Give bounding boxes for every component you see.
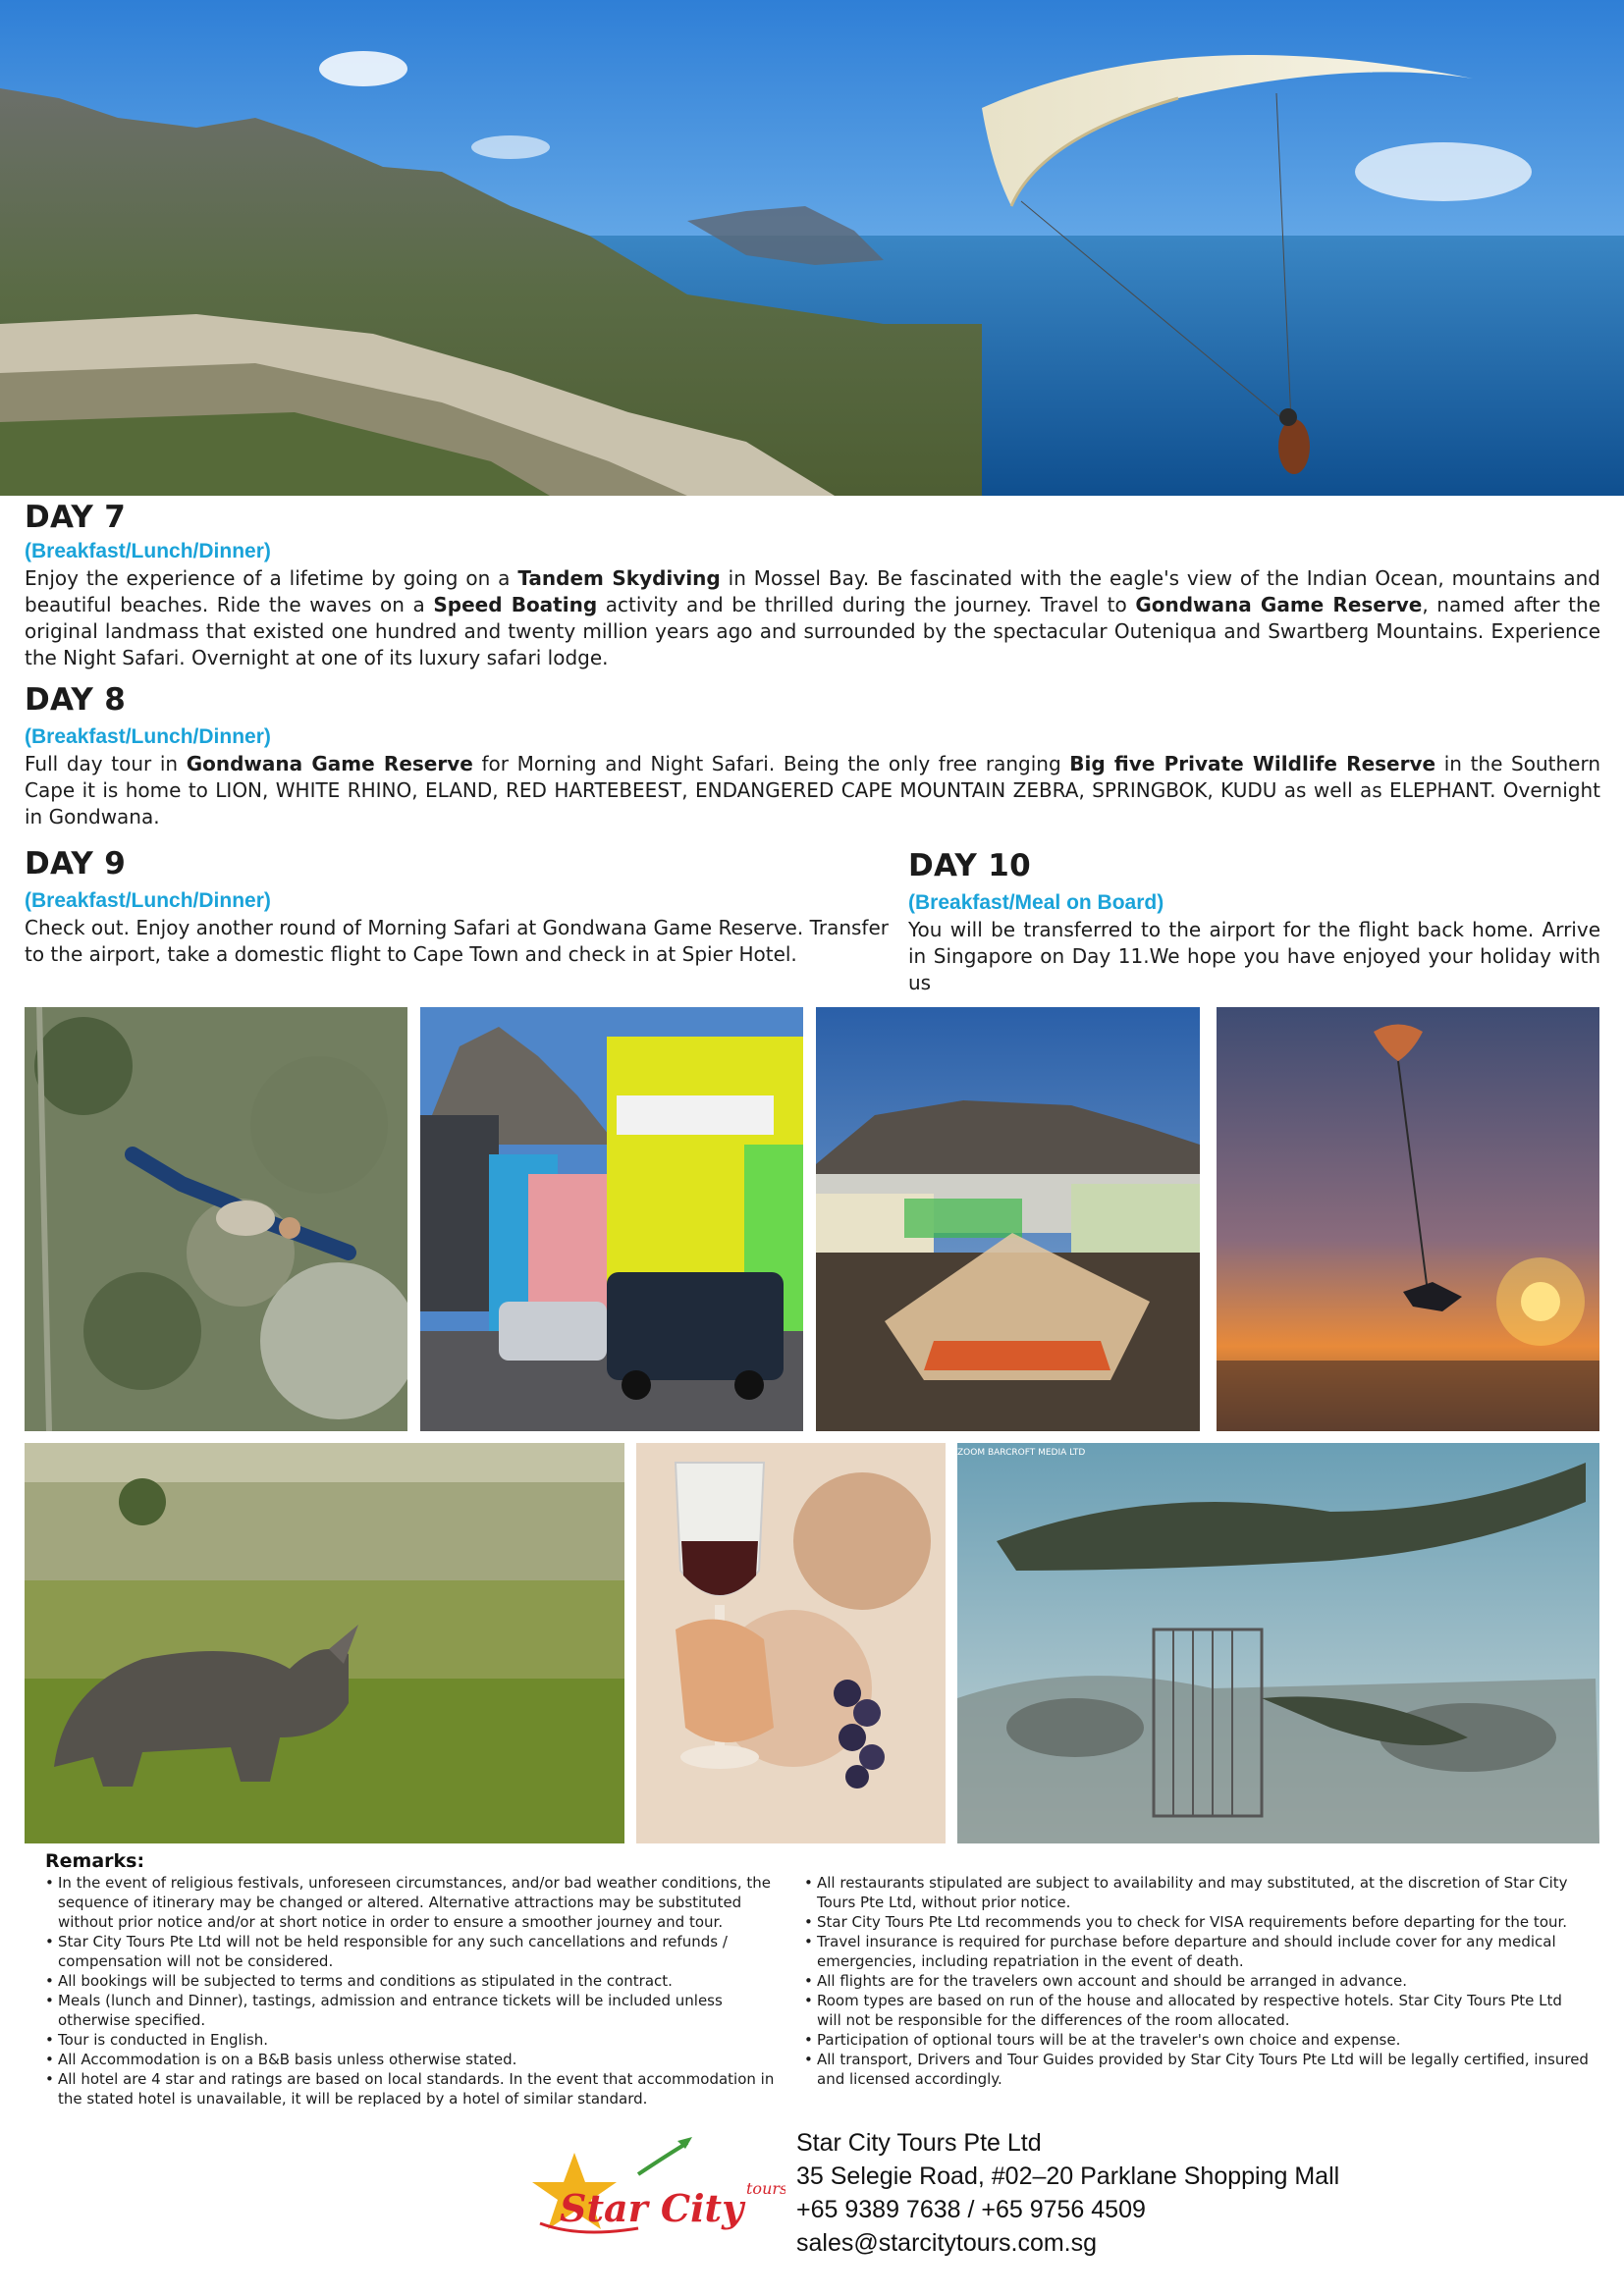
remark-item: • All transport, Drivers and Tour Guides provided by Star City Tours Pte Ltd will be legally certified, insured and licensed accordingly.: [804, 2050, 1590, 2089]
logo-subtext: tours: [746, 2179, 785, 2198]
rhino-grassland-photo: [25, 1443, 624, 1843]
star-city-tours-logo: [520, 2135, 785, 2253]
remark-item: • All restaurants stipulated are subject to availability and may substituted, at the discretion of Star City Tours Pte Ltd, without prior notice.: [804, 1873, 1590, 1912]
remarks-title: Remarks:: [45, 1850, 145, 1872]
remark-item: • Participation of optional tours will be at the traveler's own choice and expense.: [804, 2030, 1590, 2050]
day10-meals: (Breakfast/Meal on Board): [908, 891, 1164, 914]
day10-description: You will be transferred to the airport for the flight back home. Arrive in Singapore on Day 11.We hope you have enjoyed your holiday with us: [908, 918, 1600, 994]
remark-item: • Star City Tours Pte Ltd will not be held responsible for any such cancellations and refunds / compensation will not be considered.: [45, 1932, 782, 1971]
skydiving-sunset-photo: [1217, 1007, 1599, 1431]
highlight-text: Speed Boating: [433, 593, 598, 616]
crocodile-cage-dive-photo: [957, 1443, 1599, 1843]
wine-glass-vineyard-photo: [636, 1443, 946, 1843]
remarks-list-left: [45, 1873, 782, 2109]
remark-item: • All Accommodation is on a B&B basis unless otherwise stated.: [45, 2050, 782, 2069]
company-contact-block: [796, 2126, 1339, 2260]
remark-item: • Room types are based on run of the house and allocated by respective hotels. Star City Tours Pte Ltd will not be responsible for the differences of the room allocated.: [804, 1991, 1590, 2030]
day7-title: DAY 7: [25, 500, 127, 535]
day8-description: Full day tour in Gondwana Game Reserve for Morning and Night Safari. Being the only free ranging Big five Private Wildlife Reserve in the Southern Cape it is home to LION, WHITE RHINO, ELAND, RED HARTEBEEST, ENDANGERED CAPE MOUNTAIN ZEBRA, SPRINGBOK, KUDU as well as ELEPHANT. Overnight in Gondwana.: [25, 752, 1601, 828]
day9-meals: (Breakfast/Lunch/Dinner): [25, 889, 271, 912]
company-name: Star City Tours Pte Ltd: [796, 2129, 1042, 2157]
company-phone: +65 9389 7638 / +65 9756 4509: [796, 2196, 1146, 2223]
remark-item: • Travel insurance is required for purchase before departure and should include cover for any medical emergencies, including repatriation in the event of death.: [804, 1932, 1590, 1971]
day8-title: DAY 8: [25, 682, 127, 718]
remark-item: • All bookings will be subjected to terms and conditions as stipulated in the contract.: [45, 1971, 782, 1991]
highlight-text: Tandem Skydiving: [517, 566, 721, 590]
remark-item: • Star City Tours Pte Ltd recommends you to check for VISA requirements before departing for the tour.: [804, 1912, 1590, 1932]
logo-text: Star City: [560, 2186, 744, 2230]
remark-item: • In the event of religious festivals, unforeseen circumstances, and/or bad weather conditions, the sequence of itinerary may be changed or altered. Alternative attractions may be substituted without prior notice and/or at short notice in order to ensure a smoother journey and tour.: [45, 1873, 782, 1932]
bungee-jump-photo: [25, 1007, 407, 1431]
day8-meals: (Breakfast/Lunch/Dinner): [25, 725, 271, 748]
remark-item: • All flights are for the travelers own account and should be arranged in advance.: [804, 1971, 1590, 1991]
day9-title: DAY 9: [25, 846, 127, 881]
day7-description: Enjoy the experience of a lifetime by going on a Tandem Skydiving in Mossel Bay. Be fascinated with the eagle's view of the Indian Ocean, mountains and beautiful beaches. Ride the waves on a Speed Boating activity and be thrilled during the journey. Travel to Gondwana Game Reserve, named after the original landmass that existed one hundred and twenty million years ago and surrounded by the spectacular Outeniqua and Swartberg Mountains. Experience the Night Safari. Overnight at one of its luxury safari lodge.: [25, 566, 1601, 669]
highlight-text: Big five Private Wildlife Reserve: [1069, 752, 1436, 775]
day10-title: DAY 10: [908, 848, 1031, 883]
table-mountain-night-event-photo: [816, 1007, 1200, 1431]
company-email: sales@starcitytours.com.sg: [796, 2229, 1098, 2257]
hero-paragliding-cape-town-photo: [0, 0, 1624, 496]
highlight-text: Gondwana Game Reserve: [1135, 593, 1423, 616]
photo-credit: ZOOM BARCROFT MEDIA LTD: [957, 1448, 1086, 1458]
remarks-list-right: [804, 1873, 1590, 2089]
day9-description: Check out. Enjoy another round of Morning Safari at Gondwana Game Reserve. Transfer to the airport, take a domestic flight to Cape Town and check in at Spier Hotel.: [25, 916, 889, 966]
day7-meals: (Breakfast/Lunch/Dinner): [25, 540, 271, 562]
bo-kaap-colorful-houses-photo: [420, 1007, 803, 1431]
highlight-text: Gondwana Game Reserve: [186, 752, 473, 775]
remark-item: • All hotel are 4 star and ratings are based on local standards. In the event that accommodation in the stated hotel is unavailable, it will be replaced by a hotel of similar standard.: [45, 2069, 782, 2109]
remark-item: • Meals (lunch and Dinner), tastings, admission and entrance tickets will be included unless otherwise specified.: [45, 1991, 782, 2030]
company-address: 35 Selegie Road, #02–20 Parklane Shopping Mall: [796, 2163, 1340, 2190]
remark-item: • Tour is conducted in English.: [45, 2030, 782, 2050]
